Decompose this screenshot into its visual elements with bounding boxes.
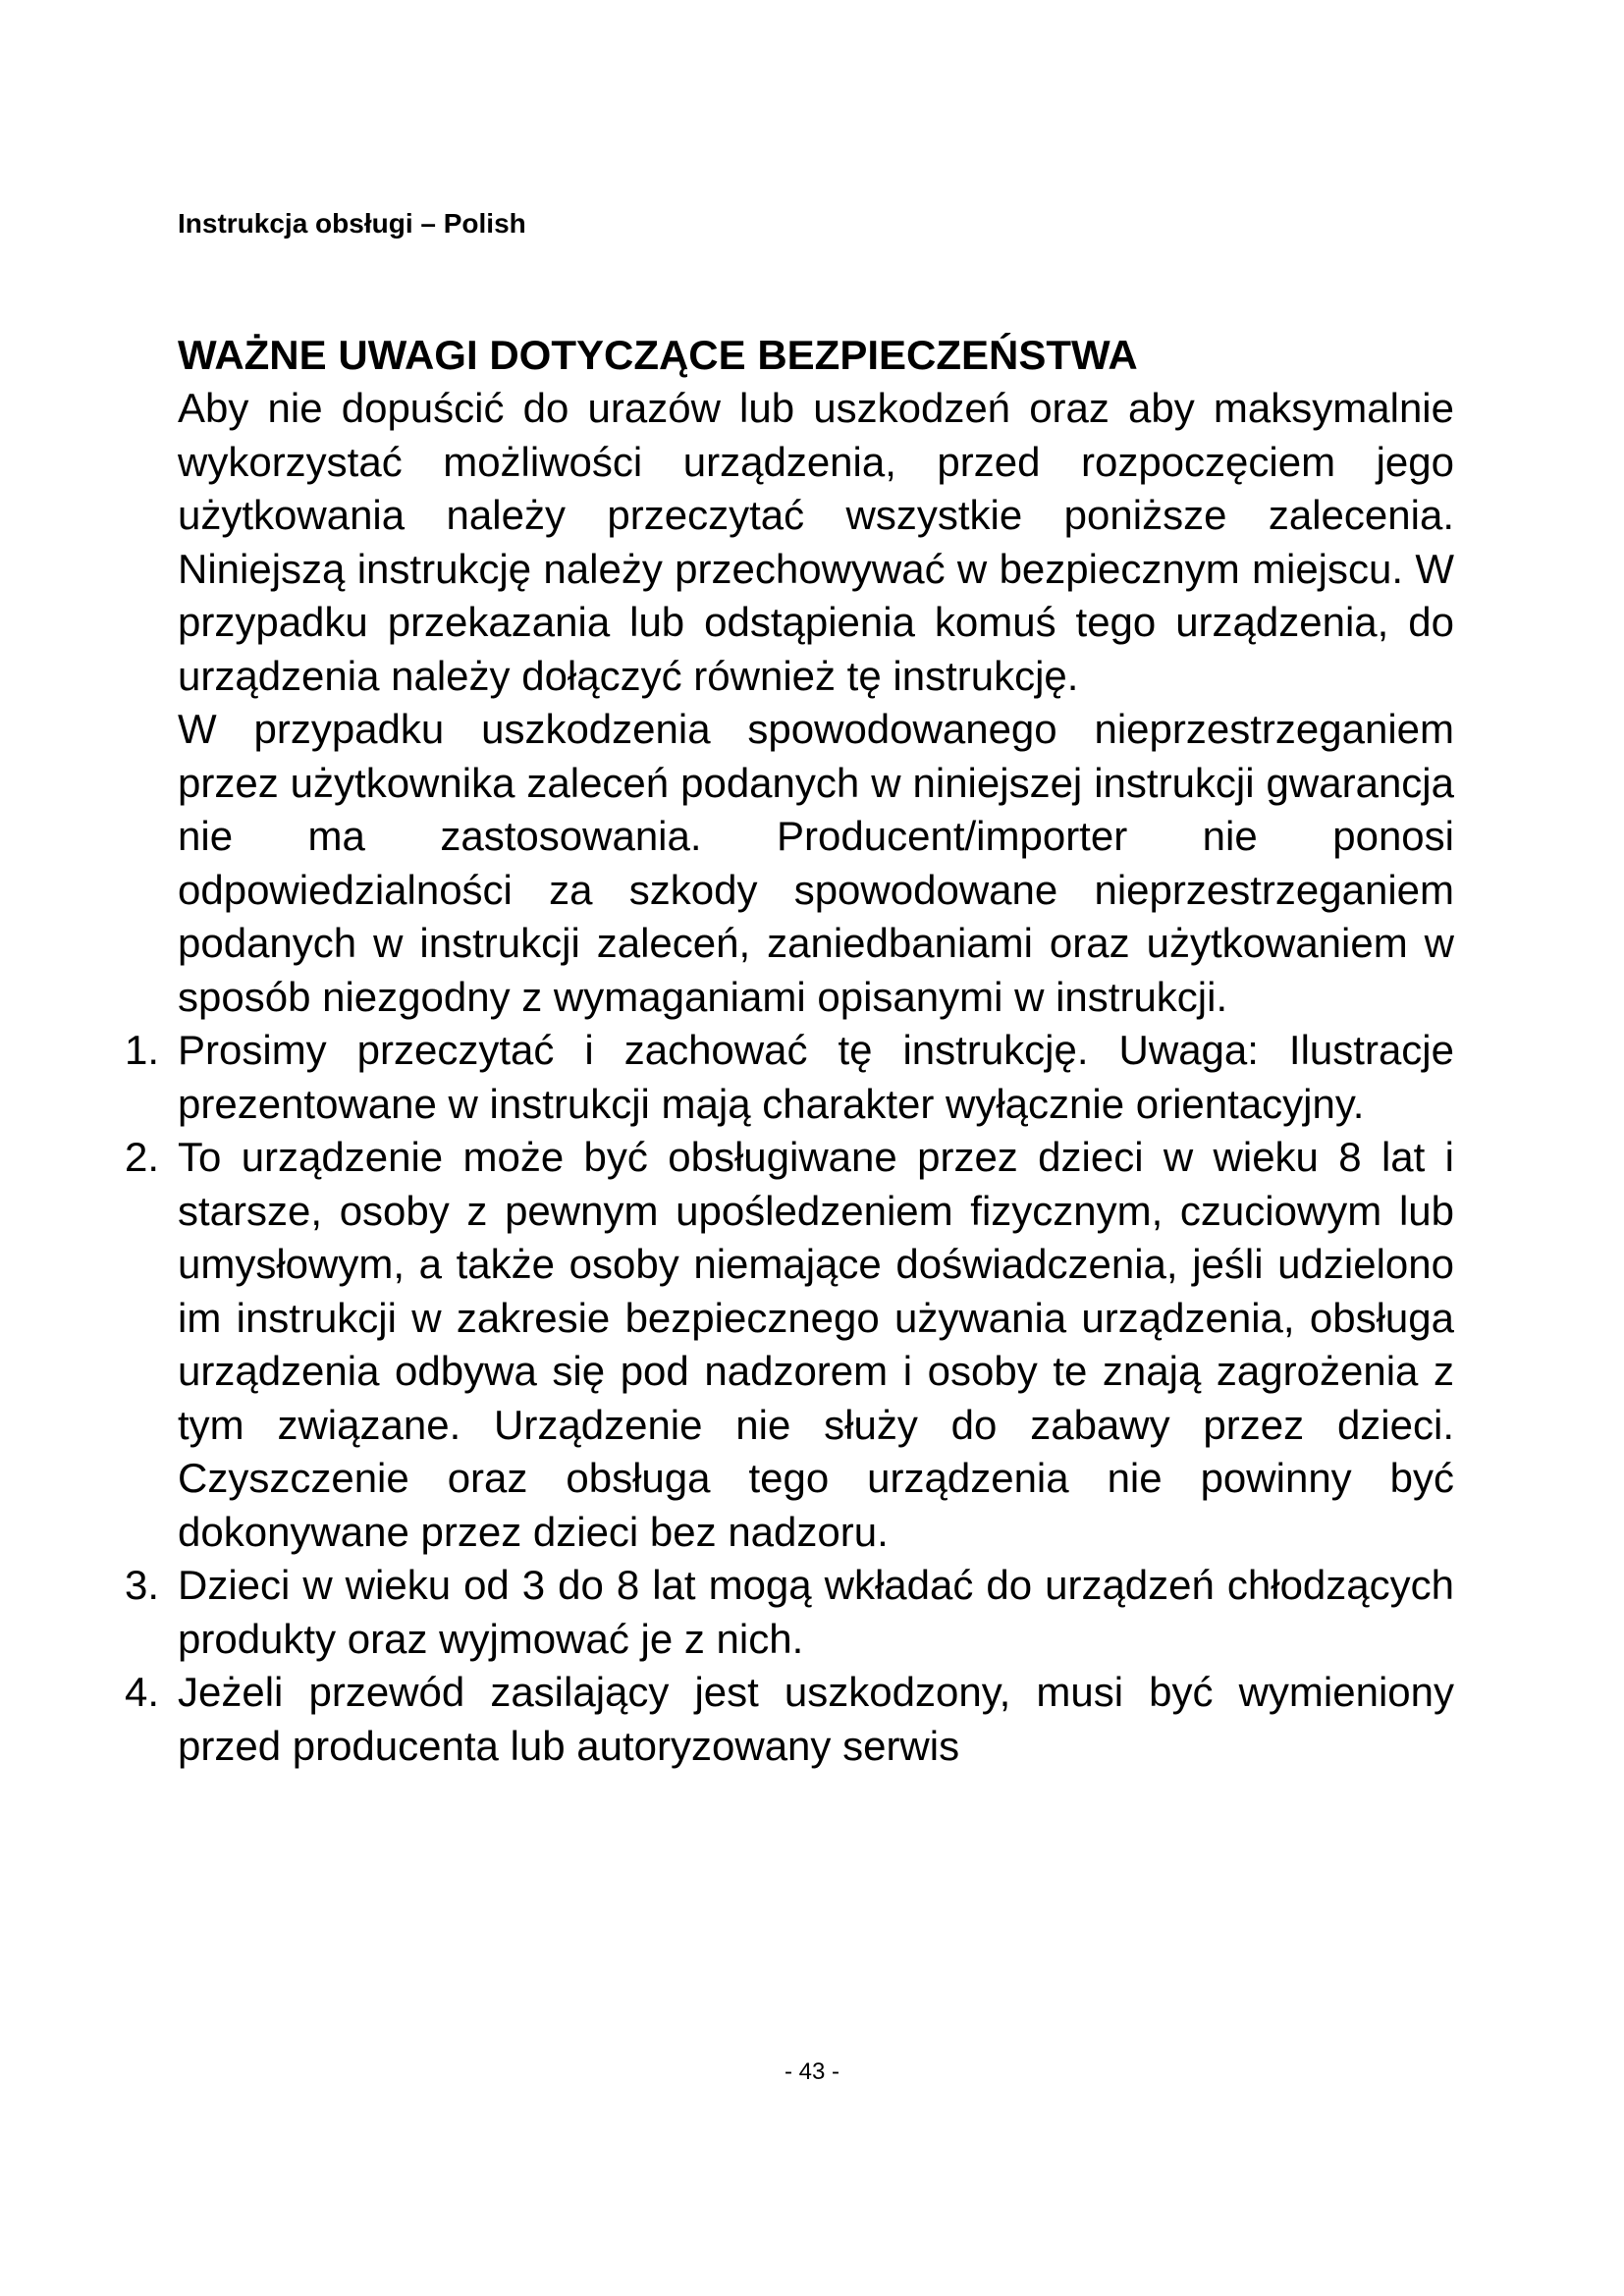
list-item xyxy=(125,1131,1454,1559)
list-item-number: 1. xyxy=(125,1027,160,1073)
list-item-text: Jeżeli przewód zasilający jest uszkodzony, musi być wymieniony przed producenta lub autoryzowany serwis xyxy=(178,1669,1454,1769)
list-item xyxy=(125,1024,1454,1131)
list-item-number: 3. xyxy=(125,1562,160,1608)
list-item-number: 4. xyxy=(125,1669,160,1715)
section-title: WAŻNE UWAGI DOTYCZĄCE BEZPIECZEŃSTWA xyxy=(178,332,1138,378)
list-item-text: To urządzenie może być obsługiwane przez dzieci w wieku 8 lat i starsze, osoby z pewnym upośledzeniem fizycznym, czuciowym lub umysłowym, a także osoby niemające doświadczenia, jeśli udzielono im instrukcji w zakresie bezpiecznego używania urządzenia, obsługa urządzenia odbywa się pod nadzorem i osoby te znają zagrożenia z tym związane. Urządzenie nie służy do zabawy przez dzieci. Czyszczenie oraz obsługa tego urządzenia nie powinny być dokonywane przez dzieci bez nadzoru. xyxy=(178,1134,1454,1555)
safety-section xyxy=(125,329,1454,1773)
intro-paragraph: Aby nie dopuścić do urazów lub uszkodzeń oraz aby maksymalnie wykorzystać możliwości urządzenia, przed rozpoczęciem jego użytkowania należy przeczytać wszystkie poniższe zalecenia. Niniejszą instrukcję należy przechowywać w bezpiecznym miejscu. W przypadku przekazania lub odstąpienia komuś tego urządzenia, do urządzenia należy dołączyć również tę instrukcję. xyxy=(178,385,1454,699)
list-item xyxy=(125,1559,1454,1666)
page-number: - 43 - xyxy=(784,2058,839,2085)
list-item-text: Prosimy przeczytać i zachować tę instrukcję. Uwaga: Ilustracje prezentowane w instrukcji mają charakter wyłącznie orientacyjny. xyxy=(178,1027,1454,1127)
page-header: Instrukcja obsługi – Polish xyxy=(178,208,526,239)
warranty-paragraph: W przypadku uszkodzenia spowodowanego nieprzestrzeganiem przez użytkownika zaleceń podanych w niniejszej instrukcji gwarancja nie ma zastosowania. Producent/importer nie ponosi odpowiedzialności za szkody spowodowane nieprzestrzeganiem podanych w instrukcji zaleceń, zaniedbaniami oraz użytkowaniem w sposób niezgodny z wymaganiami opisanymi w instrukcji. xyxy=(178,706,1454,1020)
safety-list xyxy=(125,1024,1454,1773)
list-item xyxy=(125,1666,1454,1773)
list-item-text: Dzieci w wieku od 3 do 8 lat mogą wkładać do urządzeń chłodzących produkty oraz wyjmować je z nich. xyxy=(178,1562,1454,1662)
list-item-number: 2. xyxy=(125,1134,160,1180)
